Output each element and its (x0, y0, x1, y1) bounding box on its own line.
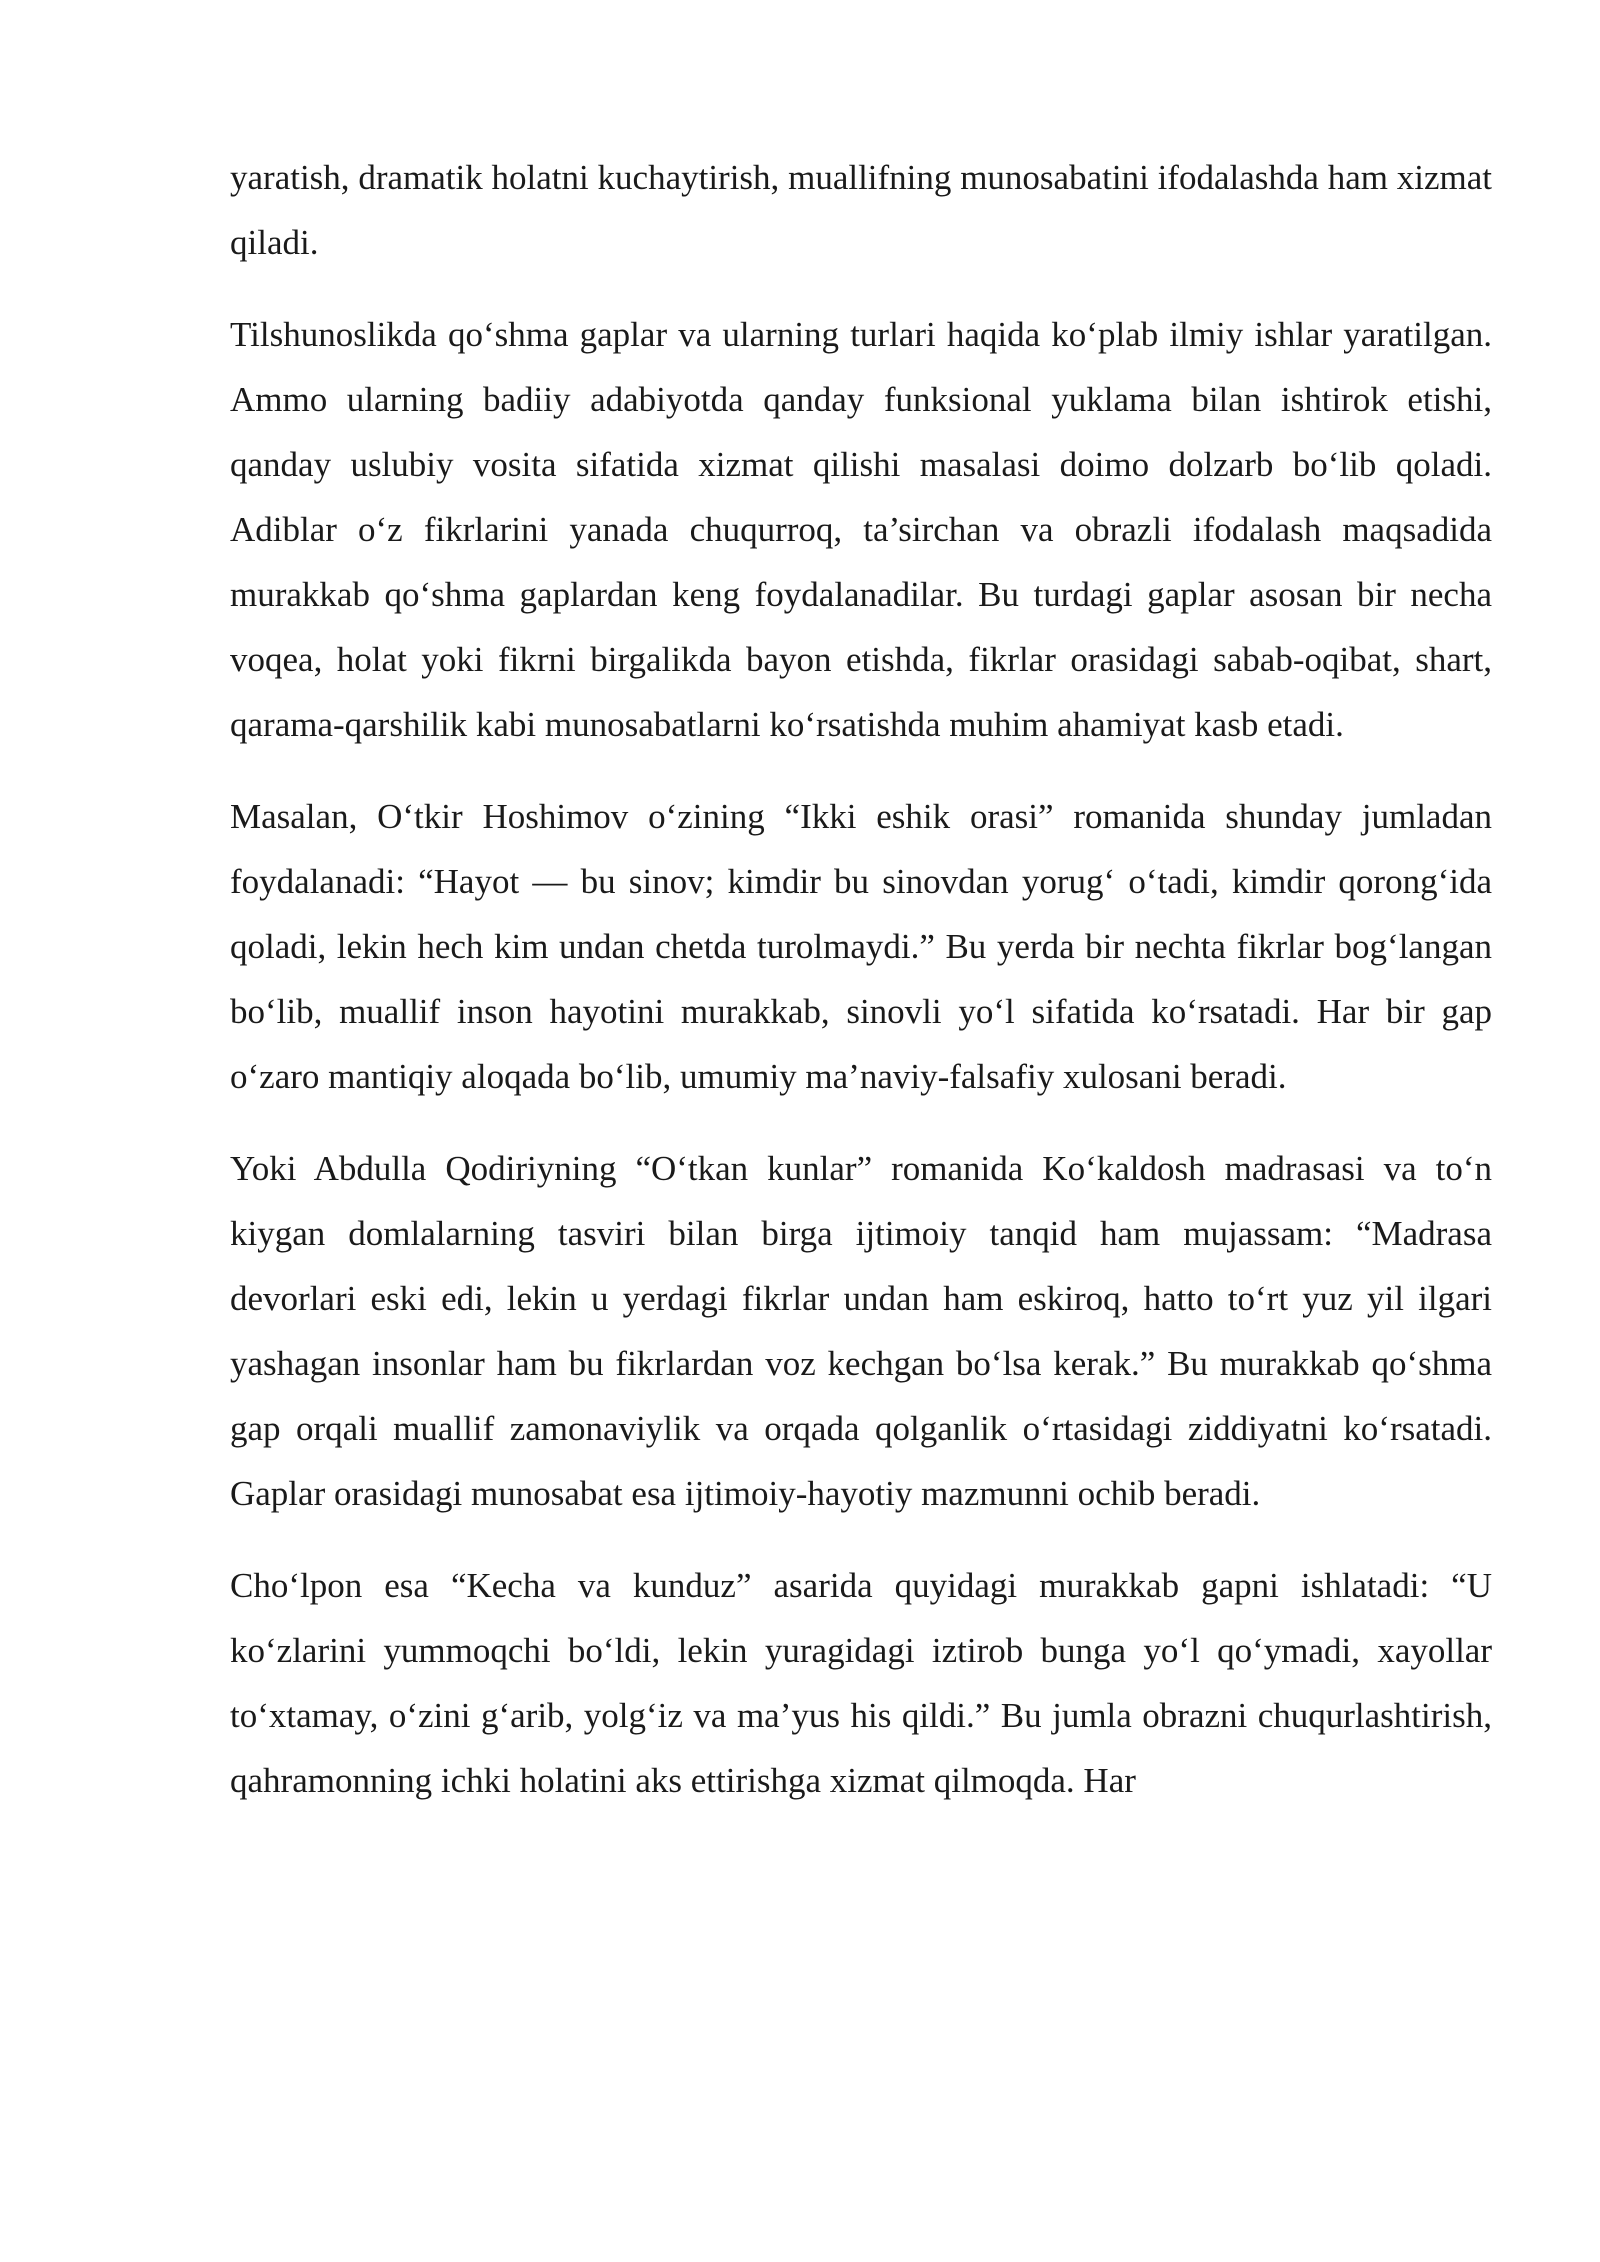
document-body (230, 145, 1492, 1840)
paragraph-3: Masalan, O‘tkir Hoshimov o‘zining “Ikki eshik orasi” romanida shunday jumladan foydalanadi: “Hayot — bu sinov; kimdir bu sinovdan yorug‘ o‘tadi, kimdir qorong‘ida qoladi, lekin hech kim undan chetda turolmaydi.” Bu yerda bir nechta fikrlar bog‘langan bo‘lib, muallif inson hayotini murakkab, sinovli yo‘l sifatida ko‘rsatadi. Har bir gap o‘zaro mantiqiy aloqada bo‘lib, umumiy ma’naviy-falsafiy xulosani beradi. (230, 797, 1492, 1096)
paragraph-1: yaratish, dramatik holatni kuchaytirish, muallifning munosabatini ifodalashda ham xizmat qiladi. (230, 158, 1492, 262)
paragraph-2: Tilshunoslikda qo‘shma gaplar va ularning turlari haqida ko‘plab ilmiy ishlar yaratilgan. Ammo ularning badiiy adabiyotda qanday funksional yuklama bilan ishtirok etishi, qanday uslubiy vosita sifatida xizmat qilishi masalasi doimo dolzarb bo‘lib qoladi. Adiblar o‘z fikrlarini yanada chuqurroq, ta’sirchan va obrazli ifodalash maqsadida murakkab qo‘shma gaplardan keng foydalanadilar. Bu turdagi gaplar asosan bir necha voqea, holat yoki fikrni birgalikda bayon etishda, fikrlar orasidagi sabab-oqibat, shart, qarama-qarshilik kabi munosabatlarni ko‘rsatishda muhim ahamiyat kasb etadi. (230, 315, 1492, 744)
paragraph-5: Cho‘lpon esa “Kecha va kunduz” asarida quyidagi murakkab gapni ishlatadi: “U ko‘zlarini yummoqchi bo‘ldi, lekin yuragidagi iztirob bunga yo‘l qo‘ymadi, xayollar to‘xtamay, o‘zini g‘arib, yolg‘iz va ma’yus his qildi.” Bu jumla obrazni chuqurlashtirish, qahramonning ichki holatini aks ettirishga xizmat qilmoqda. Har (230, 1566, 1492, 1800)
paragraph-4: Yoki Abdulla Qodiriyning “O‘tkan kunlar” romanida Ko‘kaldosh madrasasi va to‘n kiygan domlalarning tasviri bilan birga ijtimoiy tanqid ham mujassam: “Madrasa devorlari eski edi, lekin u yerdagi fikrlar undan ham eskiroq, hatto to‘rt yuz yil ilgari yashagan insonlar ham bu fikrlardan voz kechgan bo‘lsa kerak.” Bu murakkab qo‘shma gap orqali muallif zamonaviylik va orqada qolganlik o‘rtasidagi ziddiyatni ko‘rsatadi. Gaplar orasidagi munosabat esa ijtimoiy-hayotiy mazmunni ochib beradi. (230, 1149, 1492, 1513)
